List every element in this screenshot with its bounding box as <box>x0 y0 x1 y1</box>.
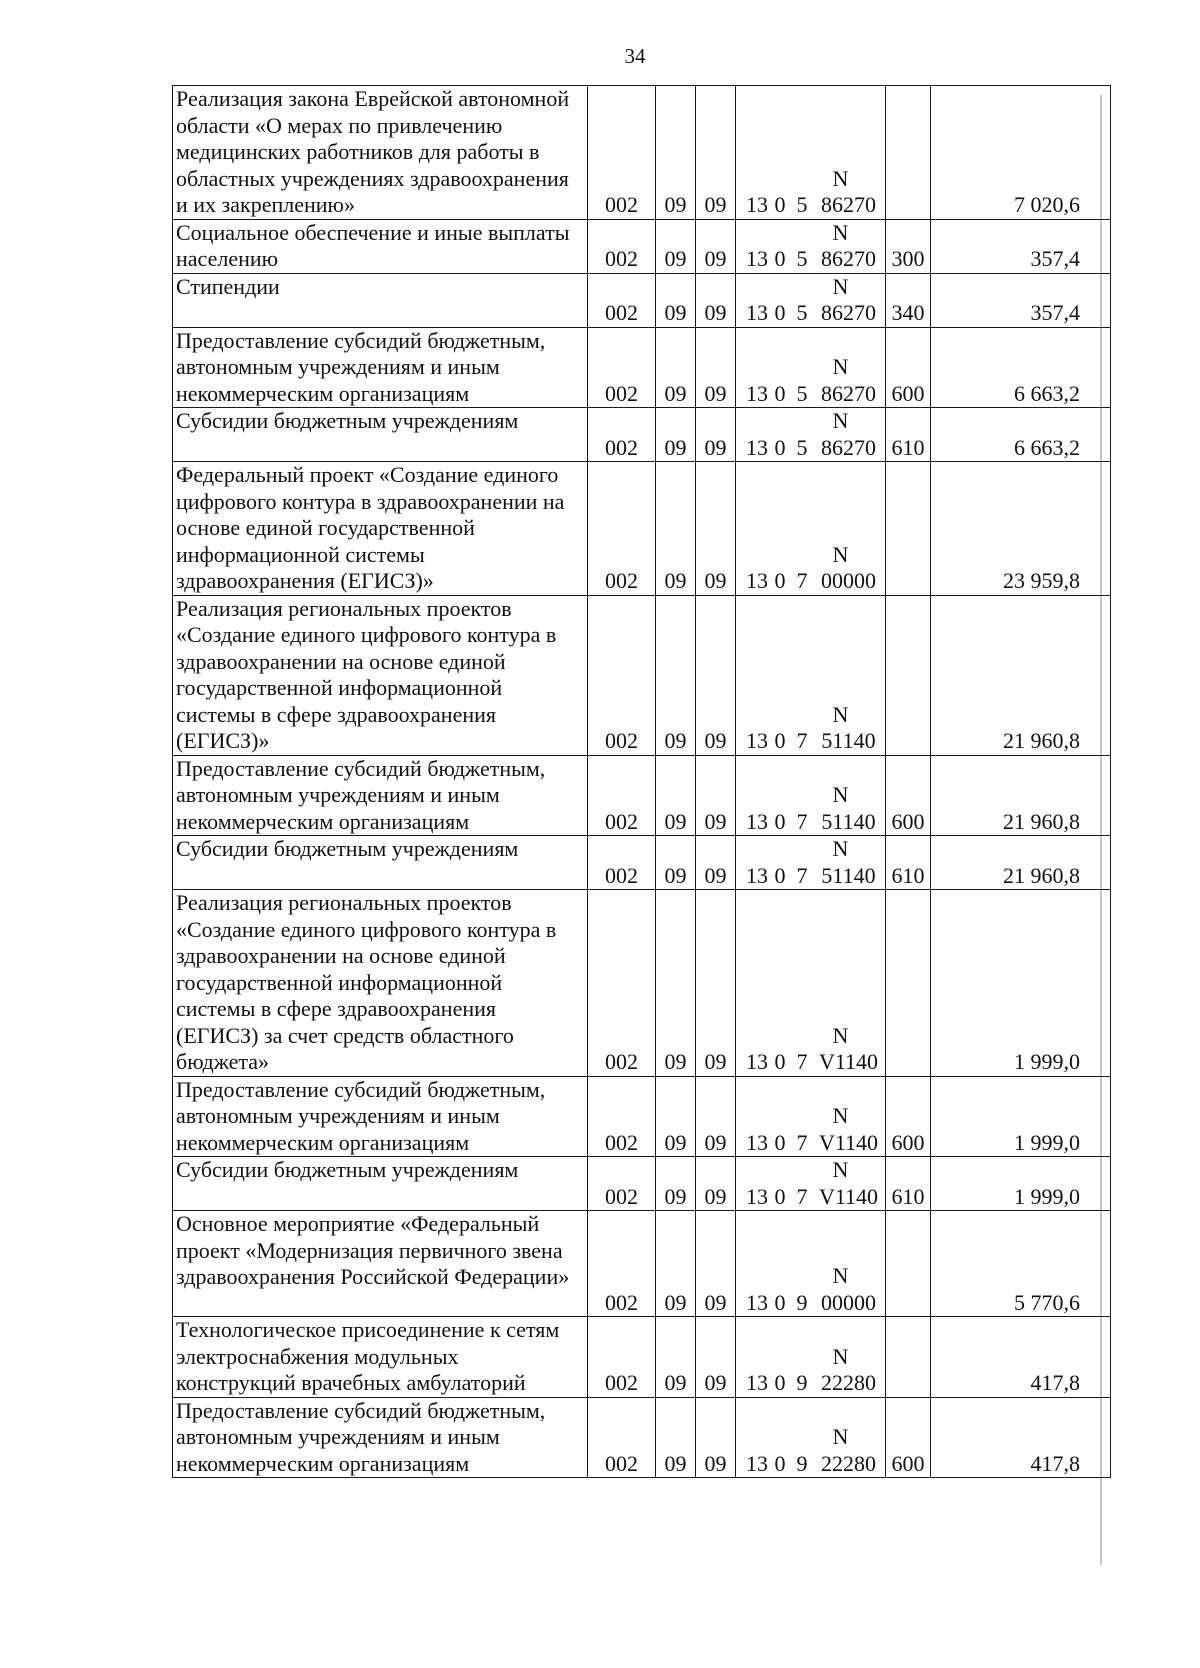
target-article <box>736 836 886 890</box>
target-code: V1140 <box>818 1049 879 1074</box>
target-project: 5 <box>796 246 808 271</box>
subsection-code: 09 <box>696 462 736 596</box>
row-name: Основное мероприятие «Федеральный проект «Модернизация первичного звена здравоохранения Российской Федерации» <box>173 1211 588 1317</box>
section-code: 09 <box>656 273 696 327</box>
table-row <box>173 1076 1111 1157</box>
target-letter: N <box>832 354 849 379</box>
target-code: 86270 <box>821 246 876 271</box>
expense-type <box>886 462 931 596</box>
subsection-code: 09 <box>696 836 736 890</box>
section-code: 09 <box>656 327 696 408</box>
target-letter: N <box>832 541 849 567</box>
table-row <box>173 836 1111 890</box>
target-article <box>736 1076 886 1157</box>
target-sub: 0 <box>774 1129 786 1155</box>
target-letter: N <box>832 1157 849 1182</box>
target-program: 13 <box>746 300 768 325</box>
target-program: 13 <box>746 434 768 460</box>
target-project: 7 <box>796 728 808 753</box>
row-name: Стипендии <box>173 273 588 327</box>
amount: 417,8 <box>931 1317 1111 1398</box>
table-row <box>173 86 1111 220</box>
table-row <box>173 1157 1111 1211</box>
target-code-parts <box>736 435 885 462</box>
target-project: 9 <box>796 1450 808 1476</box>
target-sub: 0 <box>774 192 786 217</box>
ministry-code: 002 <box>588 1317 656 1398</box>
target-letter: N <box>832 836 849 861</box>
target-sub: 0 <box>774 1049 786 1074</box>
target-letter: N <box>832 1343 849 1369</box>
target-article <box>736 1317 886 1398</box>
target-project: 7 <box>796 568 808 593</box>
expense-type: 600 <box>886 327 931 408</box>
target-article <box>736 219 886 273</box>
subsection-code: 09 <box>696 1211 736 1317</box>
table-row <box>173 890 1111 1077</box>
row-name: Технологическое присоединение к сетям электроснабжения модульных конструкций врачебных амбулаторий <box>173 1317 588 1398</box>
target-letter: N <box>832 1022 849 1048</box>
target-project: 7 <box>796 808 808 834</box>
expense-type: 600 <box>886 755 931 836</box>
ministry-code: 002 <box>588 890 656 1077</box>
target-letter: N <box>832 701 849 727</box>
target-code-parts <box>736 1451 885 1478</box>
target-project: 5 <box>796 434 808 460</box>
table-row <box>173 408 1111 462</box>
amount: 23 959,8 <box>931 462 1111 596</box>
target-code-parts <box>736 1049 885 1076</box>
target-program: 13 <box>746 1370 768 1395</box>
target-code-parts <box>736 1290 885 1317</box>
expense-type: 610 <box>886 408 931 462</box>
expense-type <box>886 1211 931 1317</box>
expense-type <box>886 1317 931 1398</box>
target-article <box>736 1397 886 1478</box>
subsection-code: 09 <box>696 1076 736 1157</box>
target-project: 9 <box>796 1289 808 1315</box>
ministry-code: 002 <box>588 595 656 755</box>
target-program: 13 <box>746 1129 768 1155</box>
subsection-code: 09 <box>696 755 736 836</box>
table-row <box>173 327 1111 408</box>
target-project: 5 <box>796 192 808 217</box>
target-sub: 0 <box>774 568 786 593</box>
table-row <box>173 1317 1111 1398</box>
target-program: 13 <box>746 192 768 217</box>
target-article <box>736 1211 886 1317</box>
ministry-code: 002 <box>588 1397 656 1478</box>
target-letter: N <box>832 782 849 807</box>
section-code: 09 <box>656 755 696 836</box>
target-project: 7 <box>796 1183 808 1209</box>
row-name: Субсидии бюджетным учреждениям <box>173 408 588 462</box>
subsection-code: 09 <box>696 595 736 755</box>
table-row <box>173 219 1111 273</box>
ministry-code: 002 <box>588 755 656 836</box>
target-sub: 0 <box>774 246 786 271</box>
amount: 21 960,8 <box>931 836 1111 890</box>
row-name: Предоставление субсидий бюджетным, автономным учреждениям и иным некоммерческим организациям <box>173 1076 588 1157</box>
section-code: 09 <box>656 462 696 596</box>
target-sub: 0 <box>774 434 786 460</box>
table-row <box>173 462 1111 596</box>
target-code: 86270 <box>821 380 876 406</box>
target-project: 5 <box>796 300 808 325</box>
target-code-parts <box>736 1370 885 1397</box>
target-program: 13 <box>746 1049 768 1074</box>
target-article <box>736 86 886 220</box>
amount: 21 960,8 <box>931 755 1111 836</box>
row-name: Социальное обеспечение и иные выплаты населению <box>173 219 588 273</box>
expense-type: 610 <box>886 836 931 890</box>
ministry-code: 002 <box>588 1157 656 1211</box>
subsection-code: 09 <box>696 1317 736 1398</box>
row-name: Субсидии бюджетным учреждениям <box>173 836 588 890</box>
section-code: 09 <box>656 890 696 1077</box>
table-row <box>173 273 1111 327</box>
target-program: 13 <box>746 728 768 753</box>
target-sub: 0 <box>774 1450 786 1476</box>
expense-type: 600 <box>886 1397 931 1478</box>
section-code: 09 <box>656 219 696 273</box>
amount: 1 999,0 <box>931 1157 1111 1211</box>
subsection-code: 09 <box>696 86 736 220</box>
target-code: 22280 <box>821 1370 876 1395</box>
target-program: 13 <box>746 246 768 271</box>
table-row <box>173 755 1111 836</box>
table-row <box>173 595 1111 755</box>
target-project: 7 <box>796 1129 808 1155</box>
target-letter: N <box>832 1424 849 1449</box>
target-sub: 0 <box>774 728 786 753</box>
target-article <box>736 755 886 836</box>
target-code: V1140 <box>818 1183 879 1209</box>
target-code-parts <box>736 809 885 836</box>
budget-table <box>172 85 1111 1478</box>
amount: 7 020,6 <box>931 86 1111 220</box>
table-row <box>173 1211 1111 1317</box>
target-code: 22280 <box>821 1450 876 1476</box>
ministry-code: 002 <box>588 219 656 273</box>
amount: 357,4 <box>931 219 1111 273</box>
row-name: Предоставление субсидий бюджетным, автономным учреждениям и иным некоммерческим организациям <box>173 327 588 408</box>
target-code: 86270 <box>821 300 876 325</box>
target-program: 13 <box>746 1289 768 1315</box>
target-program: 13 <box>746 1450 768 1476</box>
target-program: 13 <box>746 862 768 888</box>
ministry-code: 002 <box>588 1076 656 1157</box>
ministry-code: 002 <box>588 408 656 462</box>
ministry-code: 002 <box>588 327 656 408</box>
target-code-parts <box>736 192 885 219</box>
target-project: 5 <box>796 380 808 406</box>
ministry-code: 002 <box>588 273 656 327</box>
section-code: 09 <box>656 1211 696 1317</box>
ministry-code: 002 <box>588 86 656 220</box>
amount: 21 960,8 <box>931 595 1111 755</box>
section-code: 09 <box>656 1076 696 1157</box>
target-sub: 0 <box>774 1183 786 1209</box>
target-program: 13 <box>746 808 768 834</box>
amount: 5 770,6 <box>931 1211 1111 1317</box>
expense-type: 600 <box>886 1076 931 1157</box>
ministry-code: 002 <box>588 836 656 890</box>
row-name: Предоставление субсидий бюджетным, автономным учреждениям и иным некоммерческим организациям <box>173 755 588 836</box>
ministry-code: 002 <box>588 462 656 596</box>
target-article <box>736 408 886 462</box>
target-code: 00000 <box>821 1289 876 1315</box>
subsection-code: 09 <box>696 1397 736 1478</box>
target-program: 13 <box>746 568 768 593</box>
target-code: 51140 <box>821 862 876 888</box>
ministry-code: 002 <box>588 1211 656 1317</box>
target-letter: N <box>832 273 849 299</box>
target-code-parts <box>736 1130 885 1157</box>
expense-type: 610 <box>886 1157 931 1211</box>
target-code: 86270 <box>821 434 876 460</box>
target-code-parts <box>736 1184 885 1211</box>
target-sub: 0 <box>774 380 786 406</box>
target-project: 9 <box>796 1370 808 1395</box>
section-code: 09 <box>656 836 696 890</box>
target-code-parts <box>736 863 885 890</box>
amount: 1 999,0 <box>931 1076 1111 1157</box>
target-letter: N <box>832 219 849 245</box>
expense-type: 340 <box>886 273 931 327</box>
expense-type: 300 <box>886 219 931 273</box>
target-article <box>736 327 886 408</box>
expense-type <box>886 86 931 220</box>
target-sub: 0 <box>774 862 786 888</box>
target-code-parts <box>736 300 885 327</box>
subsection-code: 09 <box>696 890 736 1077</box>
target-letter: N <box>832 408 849 433</box>
row-name: Субсидии бюджетным учреждениям <box>173 1157 588 1211</box>
target-article <box>736 890 886 1077</box>
amount: 1 999,0 <box>931 890 1111 1077</box>
target-code: 86270 <box>821 192 876 217</box>
subsection-code: 09 <box>696 273 736 327</box>
table-body <box>173 86 1111 1478</box>
target-sub: 0 <box>774 1370 786 1395</box>
target-article <box>736 273 886 327</box>
target-letter: N <box>832 1103 849 1128</box>
row-name: Федеральный проект «Создание единого цифрового контура в здравоохранении на основе единой государственной информационной системы здравоохранения (ЕГИСЗ)» <box>173 462 588 596</box>
target-program: 13 <box>746 1183 768 1209</box>
section-code: 09 <box>656 595 696 755</box>
target-code-parts <box>736 246 885 273</box>
target-code-parts <box>736 728 885 755</box>
amount: 417,8 <box>931 1397 1111 1478</box>
section-code: 09 <box>656 1317 696 1398</box>
target-article <box>736 1157 886 1211</box>
target-project: 7 <box>796 862 808 888</box>
amount: 357,4 <box>931 273 1111 327</box>
page-number: 34 <box>624 44 646 68</box>
target-sub: 0 <box>774 808 786 834</box>
target-article <box>736 595 886 755</box>
expense-type <box>886 890 931 1077</box>
expense-type <box>886 595 931 755</box>
row-name: Реализация региональных проектов «Создание единого цифрового контура в здравоохранении на основе единой государственной информационной системы в сфере здравоохранения (ЕГИСЗ) за счет средств областного бюджета» <box>173 890 588 1077</box>
subsection-code: 09 <box>696 219 736 273</box>
row-name: Реализация закона Еврейской автономной области «О мерах по привлечению медицинских работников для работы в областных учреждениях здравоохранения и их закреплению» <box>173 86 588 220</box>
target-code: 51140 <box>821 808 876 834</box>
target-letter: N <box>832 1263 849 1288</box>
target-project: 7 <box>796 1049 808 1074</box>
subsection-code: 09 <box>696 1157 736 1211</box>
target-code: V1140 <box>818 1129 879 1155</box>
target-code-parts <box>736 381 885 408</box>
section-code: 09 <box>656 408 696 462</box>
target-letter: N <box>832 165 849 191</box>
subsection-code: 09 <box>696 327 736 408</box>
amount: 6 663,2 <box>931 327 1111 408</box>
target-sub: 0 <box>774 300 786 325</box>
subsection-code: 09 <box>696 408 736 462</box>
section-code: 09 <box>656 1157 696 1211</box>
row-name: Реализация региональных проектов «Создание единого цифрового контура в здравоохранении на основе единой государственной информационной системы в сфере здравоохранения (ЕГИСЗ)» <box>173 595 588 755</box>
section-code: 09 <box>656 86 696 220</box>
amount: 6 663,2 <box>931 408 1111 462</box>
table-row <box>173 1397 1111 1478</box>
row-name: Предоставление субсидий бюджетным, автономным учреждениям и иным некоммерческим организациям <box>173 1397 588 1478</box>
target-article <box>736 462 886 596</box>
section-code: 09 <box>656 1397 696 1478</box>
target-program: 13 <box>746 380 768 406</box>
scan-margin-line <box>1100 95 1102 1565</box>
target-sub: 0 <box>774 1289 786 1315</box>
target-code-parts <box>736 568 885 595</box>
target-code: 00000 <box>821 568 876 593</box>
target-code: 51140 <box>821 728 876 753</box>
